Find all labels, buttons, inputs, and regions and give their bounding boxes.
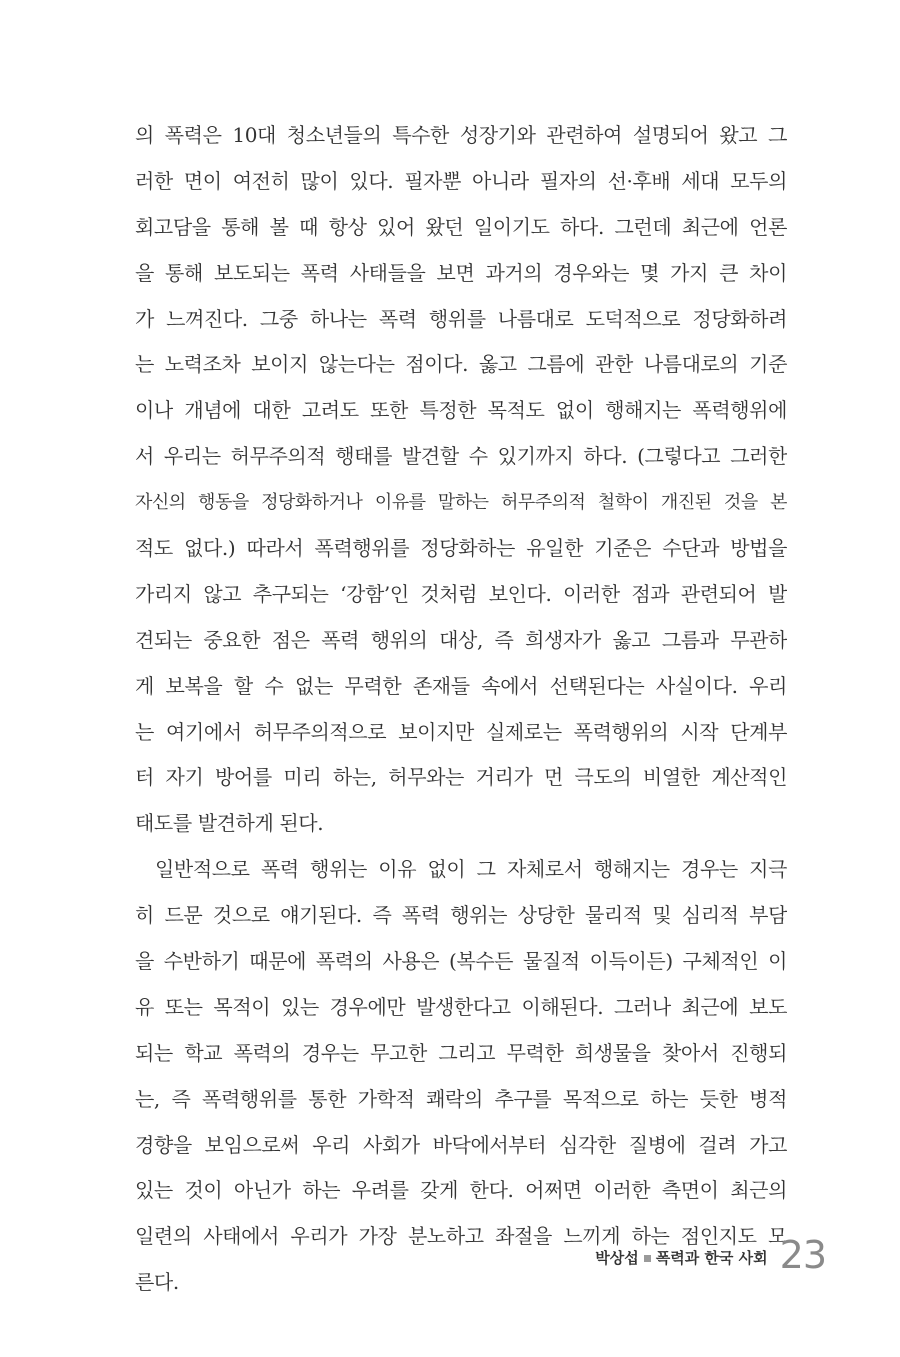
page-footer [595,1228,826,1277]
text-line: 터 자기 방어를 미리 하는, 허무와는 거리가 먼 극도의 비열한 계산적인 [135,765,787,790]
text-line: 적도 없다.) 따라서 폭력행위를 정당화하는 유일한 기준은 수단과 방법을 [135,536,787,561]
text-line: 는, 즉 폭력행위를 통한 가학적 쾌락의 추구를 목적으로 하는 듯한 병적 [135,1086,787,1111]
text-line: 가리지 않고 추구되는 ‘강함’인 것처럼 보인다. 이러한 점과 관련되어 발 [135,581,787,606]
footer-author: 박상섭 [595,1249,639,1267]
text-line: 을 통해 보도되는 폭력 사태들을 보면 과거의 경우와는 몇 가지 큰 차이 [135,260,787,285]
text-line: 이나 개념에 대한 고려도 또한 특정한 목적도 없이 행해지는 폭력행위에 [135,398,787,423]
text-line: 태도를 발견하게 된다. [135,811,324,836]
text-line: 자신의 행동을 정당화하거나 이유를 말하는 허무주의적 철학이 개진된 것을 본 [135,492,787,514]
text-line: 가 느껴진다. 그중 하나는 폭력 행위를 나름대로 도덕적으로 정당화하려 [135,306,787,331]
text-line: 른다. [135,1270,179,1295]
square-separator-icon [644,1255,651,1262]
body-text [135,113,787,1306]
text-line: 있는 것이 아닌가 하는 우려를 갖게 한다. 어쩌면 이러한 측면이 최근의 [135,1178,787,1203]
text-line: 히 드문 것으로 얘기된다. 즉 폭력 행위는 상당한 물리적 및 심리적 부담 [135,903,787,928]
text-line: 게 보복을 할 수 없는 무력한 존재들 속에서 선택된다는 사실이다. 우리 [135,673,787,698]
text-line: 되는 학교 폭력의 경우는 무고한 그리고 무력한 희생물을 찾아서 진행되 [135,1040,787,1065]
text-line: 서 우리는 허무주의적 행태를 발견할 수 있기까지 하다. (그렇다고 그러한 [135,444,787,469]
text-line: 러한 면이 여전히 많이 있다. 필자뿐 아니라 필자의 선·후배 세대 모두의 [135,168,787,193]
text-line: 는 여기에서 허무주의적으로 보이지만 실제로는 폭력행위의 시작 단계부 [135,719,787,744]
text-line: 의 폭력은 10대 청소년들의 특수한 성장기와 관련하여 설명되어 왔고 그 [135,123,787,147]
footer-book-title: 폭력과 한국 사회 [655,1249,768,1267]
text-line: 일반적으로 폭력 행위는 이유 없이 그 자체로서 행해지는 경우는 지극 [155,857,787,882]
text-line: 는 노력조차 보이지 않는다는 점이다. 옳고 그름에 관한 나름대로의 기준 [135,352,787,377]
text-line: 을 수반하기 때문에 폭력의 사용은 (복수든 물질적 이득이든) 구체적인 이 [135,949,787,974]
text-line: 견되는 중요한 점은 폭력 행위의 대상, 즉 희생자가 옳고 그름과 무관하 [135,627,787,652]
text-line: 유 또는 목적이 있는 경우에만 발생한다고 이해된다. 그러나 최근에 보도 [135,994,787,1019]
text-line: 경향을 보임으로써 우리 사회가 바닥에서부터 심각한 질병에 걸려 가고 [135,1132,787,1157]
page-number: 23 [779,1233,826,1277]
text-line: 일련의 사태에서 우리가 가장 분노하고 좌절을 느끼게 하는 점인지도 모 [135,1224,787,1249]
text-line: 회고담을 통해 볼 때 항상 있어 왔던 일이기도 하다. 그런데 최근에 언론 [135,214,787,239]
